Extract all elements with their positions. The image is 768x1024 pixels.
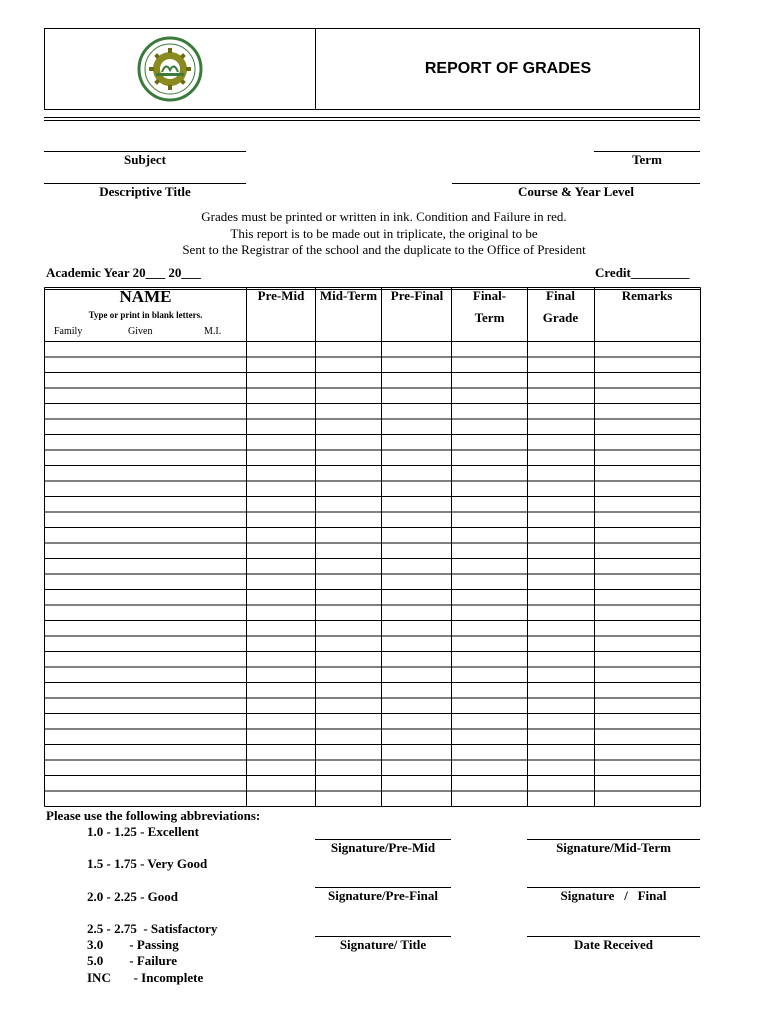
credit: Credit_________ xyxy=(595,265,690,280)
col-final-grade-1: Final xyxy=(546,288,575,303)
instruction-line-3: Sent to the Registrar of the school and the duplicate to the Office of President xyxy=(182,242,586,257)
name-header: NAME xyxy=(119,287,172,306)
instruction-line-2: This report is to be made out in triplicate, the original to be xyxy=(230,226,538,241)
col-remarks: Remarks xyxy=(621,288,673,303)
col-pre-mid: Pre-Mid xyxy=(257,288,305,303)
course-year-label: Course & Year Level xyxy=(518,184,634,199)
abbr-satisfactory: 2.5 - 2.75 - Satisfactory xyxy=(87,921,218,936)
signature-final-label: Signature / Final xyxy=(560,888,667,903)
col-final-term-1: Final- xyxy=(472,288,507,303)
signature-mid-term-label: Signature/Mid-Term xyxy=(556,840,671,855)
signature-pre-mid-label: Signature/Pre-Mid xyxy=(330,840,436,855)
term-label: Term xyxy=(632,152,662,167)
abbr-good: 2.0 - 2.25 - Good xyxy=(87,889,178,904)
name-instruction: Type or print in blank letters. xyxy=(88,310,203,320)
abbr-passing: 3.0 - Passing xyxy=(87,937,179,952)
abbr-failure: 5.0 - Failure xyxy=(87,953,178,968)
subject-label: Subject xyxy=(124,152,166,167)
name-given-label: Given xyxy=(128,326,153,337)
col-final-grade-2: Grade xyxy=(542,310,579,325)
page-title: REPORT OF GRADES xyxy=(424,60,592,77)
signature-pre-final-label: Signature/Pre-Final xyxy=(327,888,439,903)
abbreviations-heading: Please use the following abbreviations: xyxy=(46,808,261,823)
col-final-term-2: Term xyxy=(474,310,505,325)
descriptive-title-label: Descriptive Title xyxy=(99,184,191,199)
abbr-excellent: 1.0 - 1.25 - Excellent xyxy=(87,824,199,839)
abbr-incomplete: INC - Incomplete xyxy=(87,970,204,985)
date-received-label: Date Received xyxy=(573,937,654,952)
col-mid-term: Mid-Term xyxy=(319,288,378,303)
col-pre-final: Pre-Final xyxy=(390,288,444,303)
abbr-very-good: 1.5 - 1.75 - Very Good xyxy=(87,856,208,871)
name-mi-label: M.I. xyxy=(204,326,222,337)
signature-title-label: Signature/ Title xyxy=(339,937,427,952)
instruction-line-1: Grades must be printed or written in ink. Condition and Failure in red. xyxy=(201,209,567,224)
name-family-label: Family xyxy=(54,326,83,337)
academic-year: Academic Year 20___ 20___ xyxy=(46,265,201,280)
